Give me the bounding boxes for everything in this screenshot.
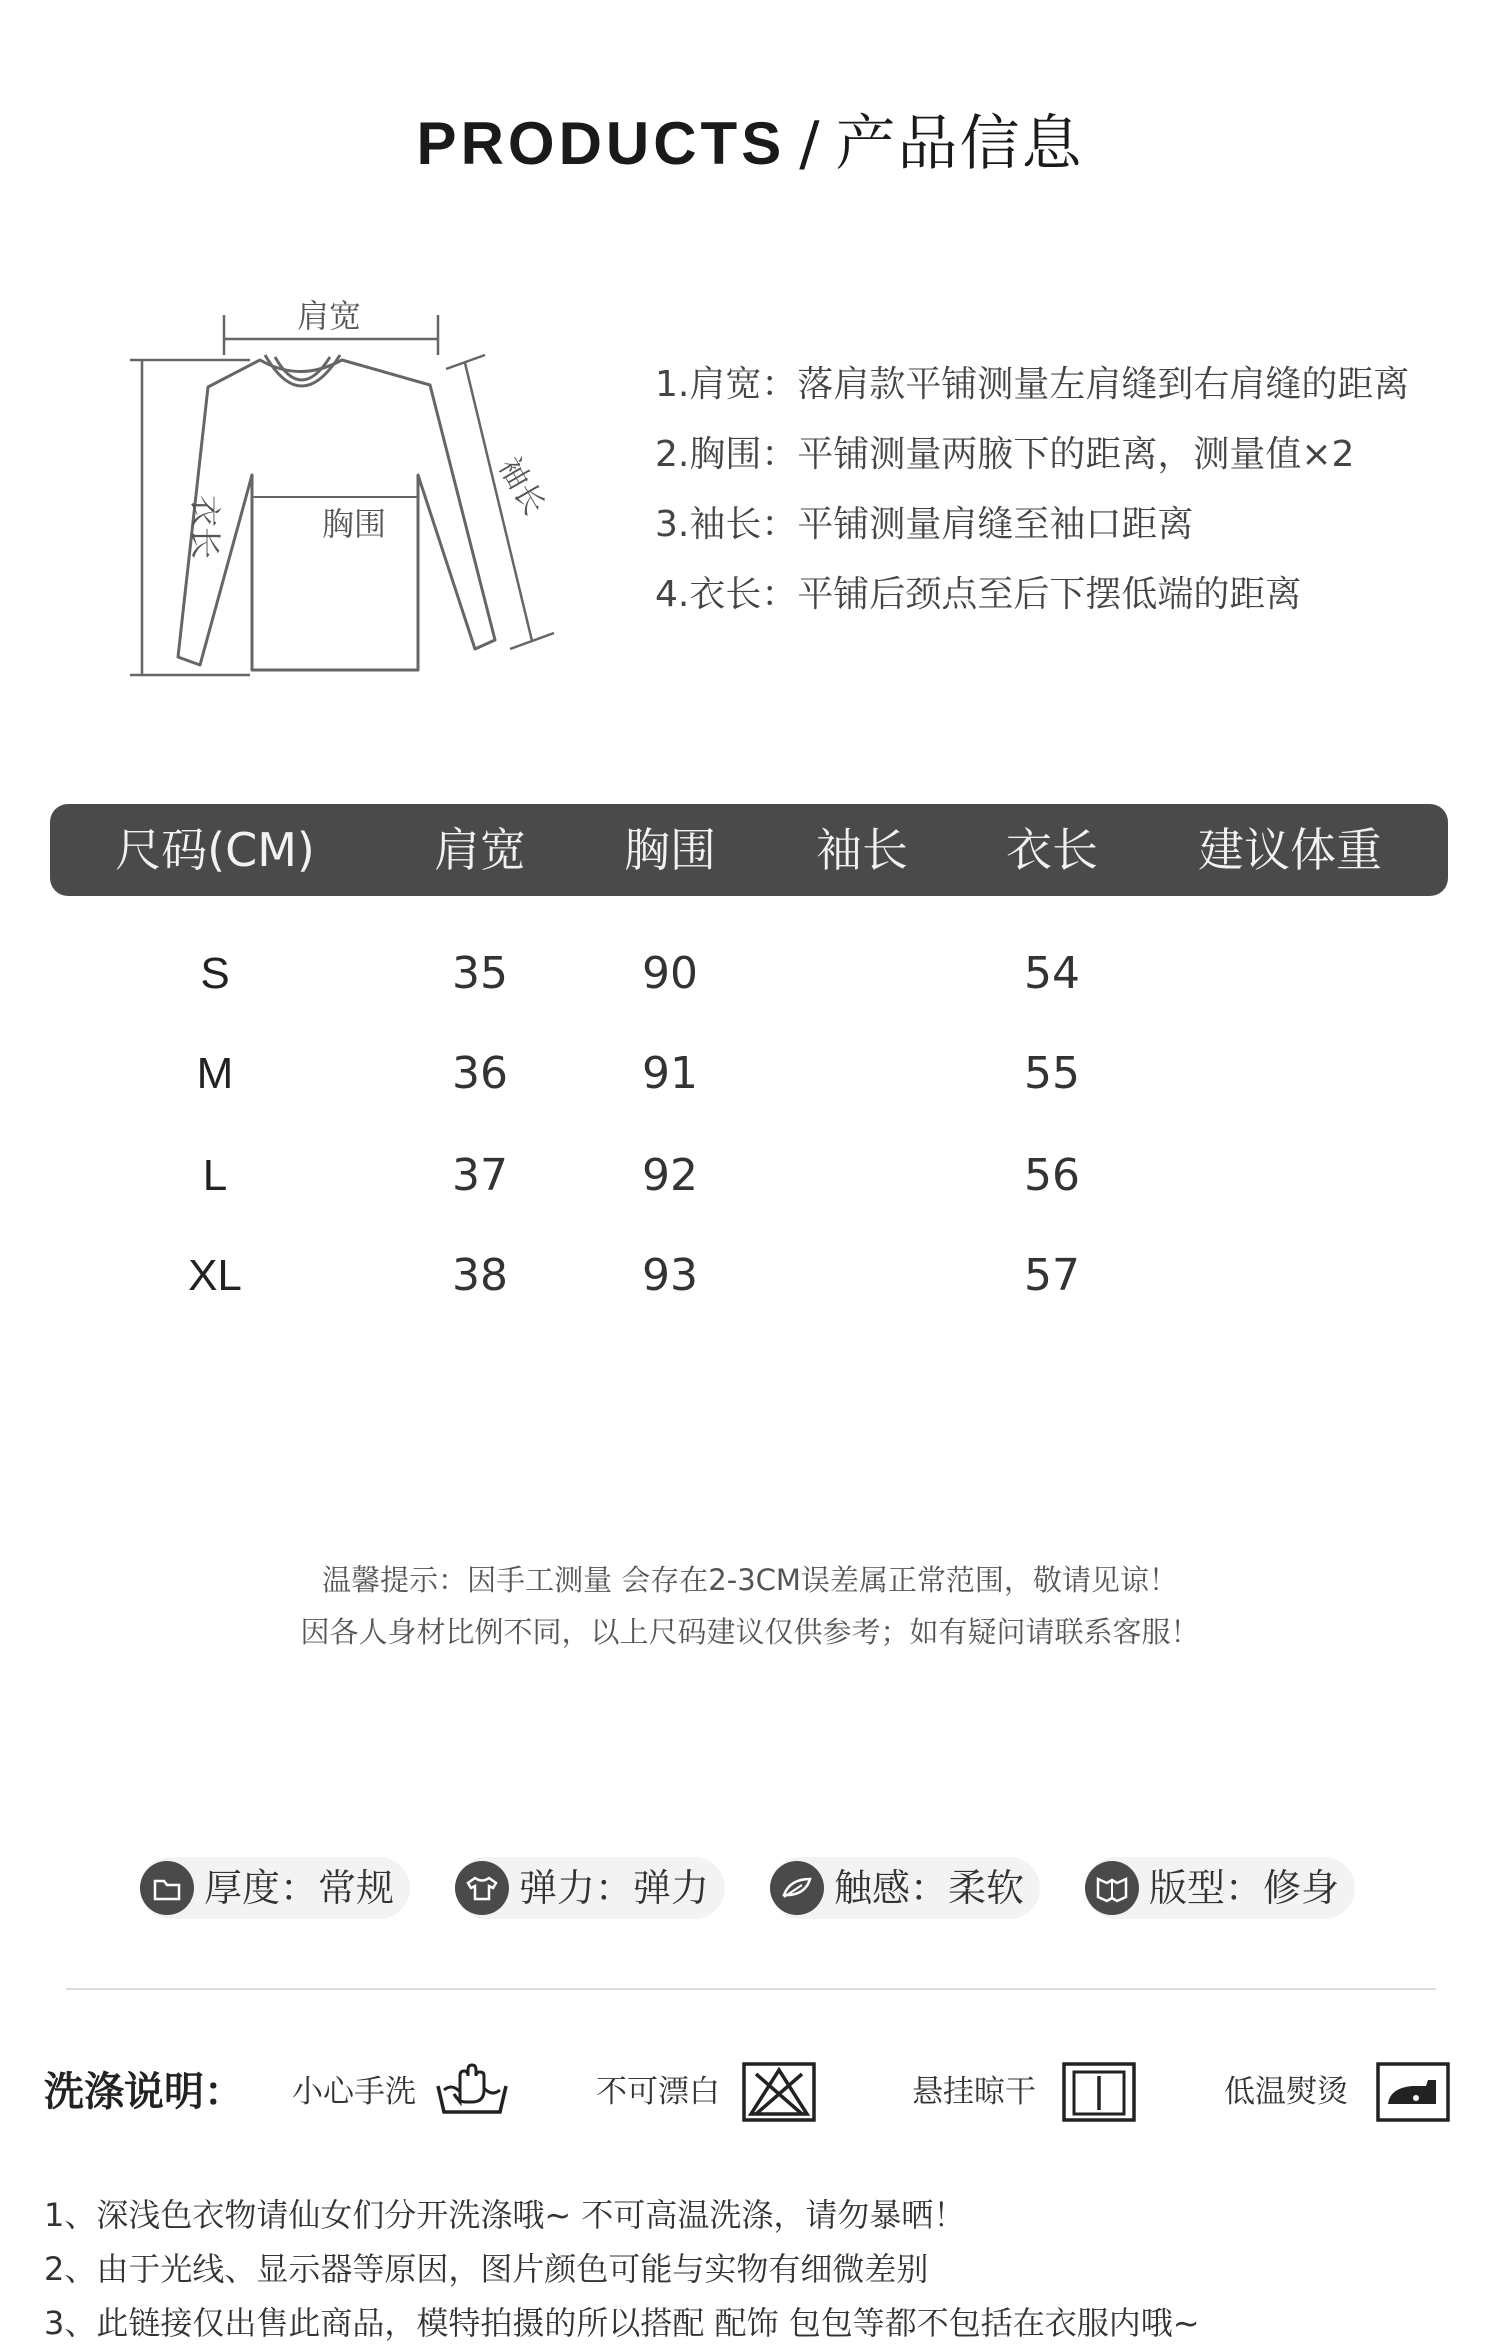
note-chest: 2.胸围：平铺测量两腋下的距离，测量值×2 [655, 434, 1355, 475]
header-shoulder: 肩宽 [434, 823, 526, 877]
attribute-thickness-label: 厚度：常规 [204, 1866, 395, 1910]
cell-shoulder: 36 [452, 1048, 508, 1099]
header-sleeve: 袖长 [816, 823, 908, 877]
footnote-1: 1、深浅色衣物请仙女们分开洗涤哦~ 不可高温洗涤，请勿暴晒！ [44, 2196, 966, 2234]
shirt-icon [455, 1861, 509, 1915]
cell-shoulder: 38 [452, 1250, 508, 1301]
title-chinese: 产品信息 [835, 109, 1084, 179]
cell-size: XL [188, 1251, 242, 1300]
note-sleeve: 3.袖长：平铺测量肩缝至袖口距离 [655, 504, 1194, 545]
feather-icon [770, 1861, 824, 1915]
cell-shoulder: 35 [452, 948, 508, 999]
wash-item-low-iron [1224, 2062, 1464, 2122]
header-length: 衣长 [1006, 823, 1098, 877]
cell-size: L [202, 1151, 228, 1200]
no-bleach-icon [742, 2062, 816, 2122]
header-size: 尺码(CM) [115, 823, 315, 877]
tip-line-1: 温馨提示：因手工测量 会存在2-3CM误差属正常范围，敬请见谅！ [322, 1563, 1178, 1597]
title-separator: / [799, 109, 822, 179]
size-table-header [50, 804, 1448, 896]
attribute-touch-label: 触感：柔软 [834, 1866, 1025, 1910]
cell-sleeve [772, 1024, 952, 1124]
wash-item-hand-wash [292, 2062, 522, 2122]
cell-length: 57 [1024, 1250, 1080, 1301]
footnote-2: 2、由于光线、显示器等原因，图片颜色可能与实物有细微差别 [44, 2250, 929, 2288]
hand-wash-icon [434, 2062, 512, 2122]
wash-label: 小心手洗 [292, 2074, 416, 2110]
book-icon [1085, 1861, 1139, 1915]
header-weight: 建议体重 [1198, 823, 1382, 877]
low-iron-icon [1376, 2062, 1450, 2122]
cell-length: 54 [1024, 948, 1080, 999]
cell-length: 56 [1024, 1150, 1080, 1201]
attribute-elasticity-label: 弹力：弹力 [519, 1866, 710, 1910]
header-chest: 胸围 [624, 823, 716, 877]
wash-item-hang-dry [912, 2062, 1152, 2122]
cell-chest: 90 [642, 948, 698, 999]
wash-label: 不可漂白 [596, 2074, 720, 2110]
attribute-thickness [140, 1857, 410, 1919]
diagram-sleeve-label: 袖长 [491, 451, 552, 521]
attribute-touch [770, 1857, 1040, 1919]
cell-chest: 91 [642, 1048, 698, 1099]
cell-chest: 93 [642, 1250, 698, 1301]
wash-label: 悬挂晾干 [912, 2074, 1036, 2110]
section-divider [66, 1988, 1436, 1990]
cell-weight [1170, 1024, 1410, 1124]
garment-measure-diagram [100, 285, 580, 705]
cell-sleeve [772, 924, 952, 1024]
attribute-fit-label: 版型：修身 [1149, 1866, 1340, 1910]
page-title [0, 96, 1500, 182]
note-shoulder: 1.肩宽：落肩款平铺测量左肩缝到右肩缝的距离 [655, 364, 1410, 405]
cell-weight [1170, 924, 1410, 1024]
wash-item-no-bleach [596, 2062, 826, 2122]
cell-weight [1170, 1126, 1410, 1226]
cell-sleeve [772, 1226, 952, 1326]
cell-length: 55 [1024, 1048, 1080, 1099]
title-english: PRODUCTS [416, 110, 786, 177]
tip-line-2: 因各人身材比例不同，以上尺码建议仅供参考；如有疑问请联系客服！ [300, 1615, 1200, 1649]
measurement-notes [655, 350, 1485, 630]
diagram-chest-label: 胸围 [322, 505, 387, 543]
wash-label: 低温熨烫 [1224, 2074, 1348, 2110]
cell-size: S [200, 949, 230, 998]
wash-title: 洗涤说明： [44, 2069, 244, 2115]
cell-sleeve [772, 1126, 952, 1226]
attribute-fit [1085, 1857, 1355, 1919]
diagram-length-label: 衣长 [186, 495, 224, 560]
note-length: 4.衣长：平铺后颈点至后下摆低端的距离 [655, 574, 1302, 615]
diagram-shoulder-label: 肩宽 [297, 297, 362, 335]
hang-dry-icon [1062, 2062, 1136, 2122]
folder-icon [140, 1861, 194, 1915]
cell-weight [1170, 1226, 1410, 1326]
footnote-3: 3、此链接仅出售此商品，模特拍摄的所以搭配 配饰 包包等都不包括在衣服内哦~ [44, 2304, 1200, 2342]
cell-size: M [196, 1049, 234, 1098]
attribute-elasticity [455, 1857, 725, 1919]
cell-chest: 92 [642, 1150, 698, 1201]
cell-shoulder: 37 [452, 1150, 508, 1201]
